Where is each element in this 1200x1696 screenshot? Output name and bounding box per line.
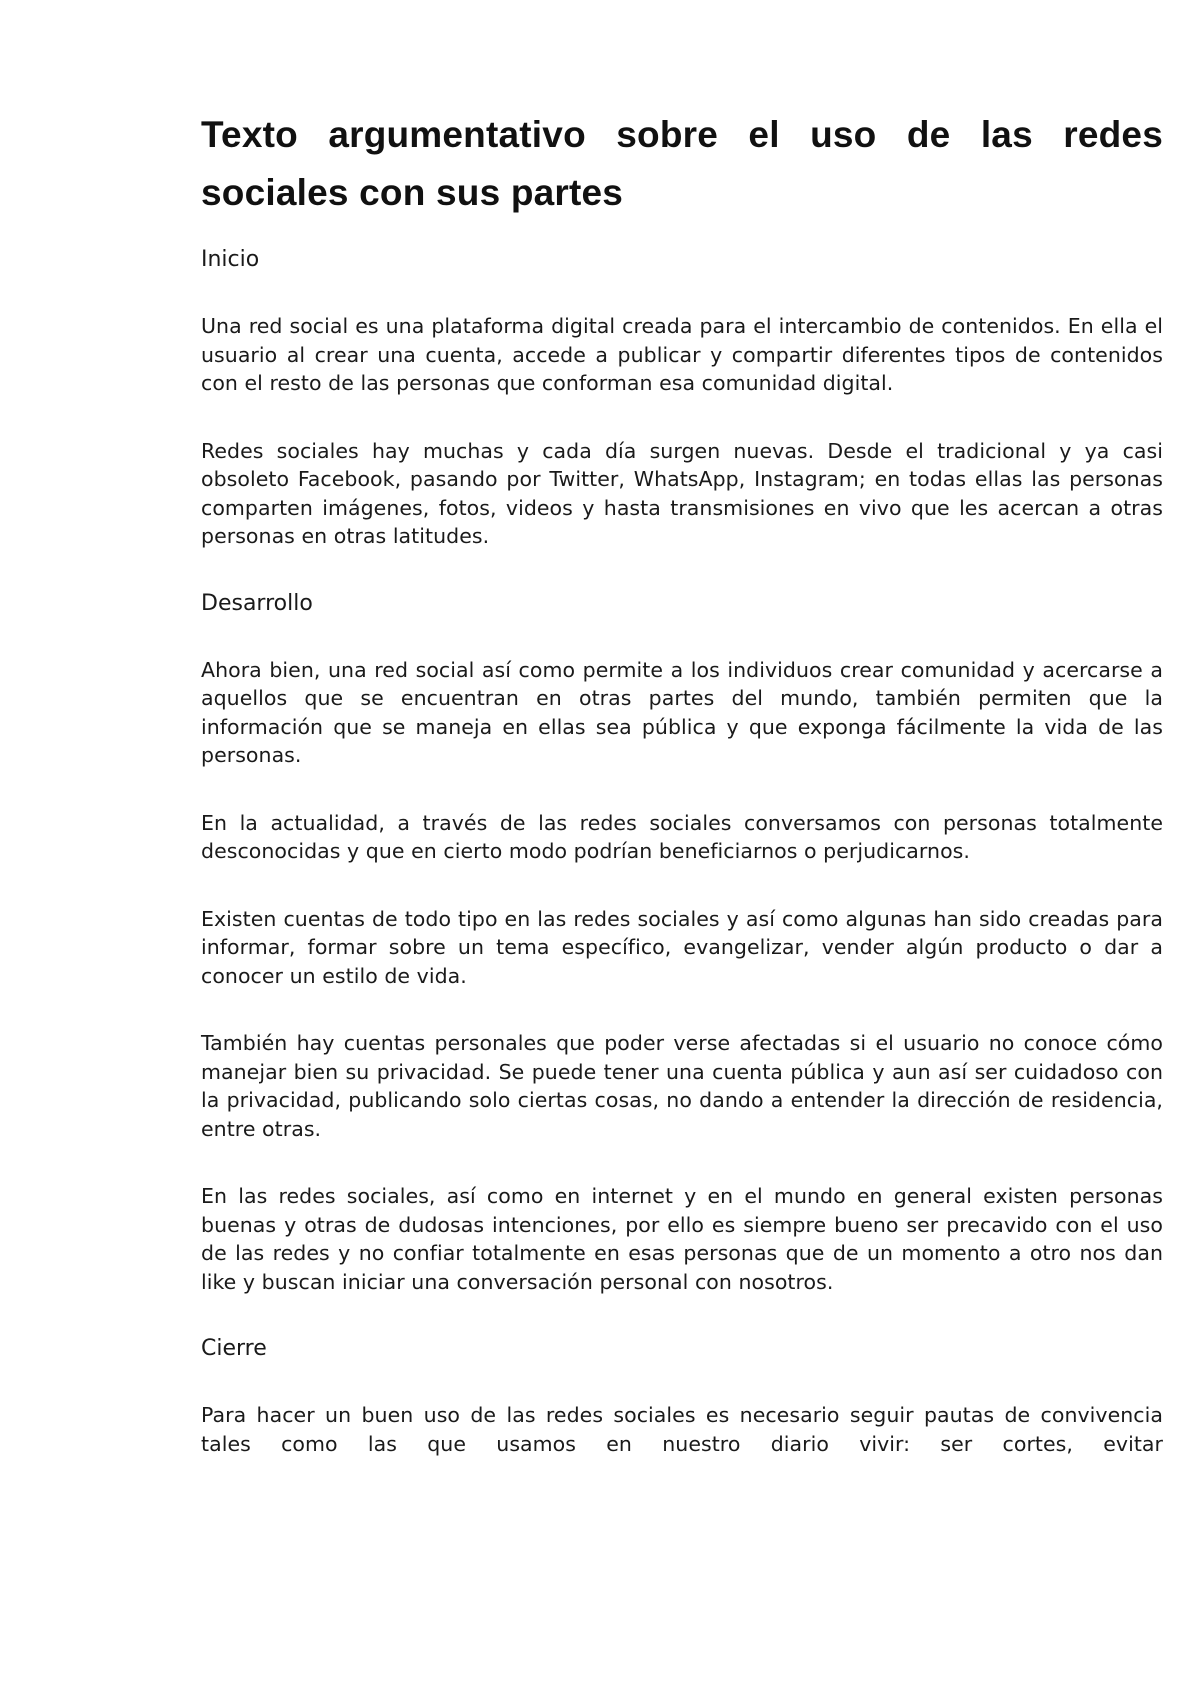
section-heading-cierre: Cierre: [201, 1336, 267, 1361]
section-heading-desarrollo: Desarrollo: [201, 590, 313, 616]
section-heading-inicio: Inicio: [201, 247, 260, 272]
paragraph: Para hacer un buen uso de las redes sociales es necesario seguir pautas de convivencia tales como las que usamos en nuestro diario vivir: ser cortes, evitar: [201, 1403, 1163, 1456]
document-body: [201, 106, 1163, 1458]
paragraph: Redes sociales hay muchas y cada día surgen nuevas. Desde el tradicional y ya casi obsoleto Facebook, pasando por Twitter, WhatsApp, Instagram; en todas ellas las personas comparten imágenes, fotos, videos y hasta transmisiones en vivo que les acercan a otras personas en otras latitudes.: [201, 438, 1163, 548]
document-title: Texto argumentativo sobre el uso de las redes sociales con sus partes: [201, 114, 1163, 213]
paragraph: Una red social es una plataforma digital creada para el intercambio de contenidos. En ella el usuario al crear una cuenta, accede a publicar y compartir diferentes tipos de contenidos con el resto de las personas que conforman esa comunidad digital.: [201, 314, 1163, 395]
paragraph: También hay cuentas personales que poder verse afectadas si el usuario no conoce cómo manejar bien su privacidad. Se puede tener una cuenta pública y aun así ser cuidadoso con la privacidad, publicando solo ciertas cosas, no dando a entender la dirección de residencia, entre otras.: [201, 1031, 1163, 1141]
paragraph: En las redes sociales, así como en internet y en el mundo en general existen personas buenas y otras de dudosas intenciones, por ello es siempre bueno ser precavido con el uso de las redes y no confiar totalmente en esas personas que de un momento a otro nos dan like y buscan iniciar una conversación personal con nosotros.: [201, 1184, 1163, 1294]
paragraph: Ahora bien, una red social así como permite a los individuos crear comunidad y acercarse a aquellos que se encuentran en otras partes del mundo, también permiten que la información que se maneja en ellas sea pública y que exponga fácilmente la vida de las personas.: [201, 657, 1163, 767]
paragraph: En la actualidad, a través de las redes sociales conversamos con personas totalmente desconocidas y que en cierto modo podrían beneficiarnos o perjudicarnos.: [201, 810, 1163, 863]
paragraph: Existen cuentas de todo tipo en las redes sociales y así como algunas han sido creadas para informar, formar sobre un tema específico, evangelizar, vender algún producto o dar a conocer un estilo de vida.: [201, 906, 1163, 988]
